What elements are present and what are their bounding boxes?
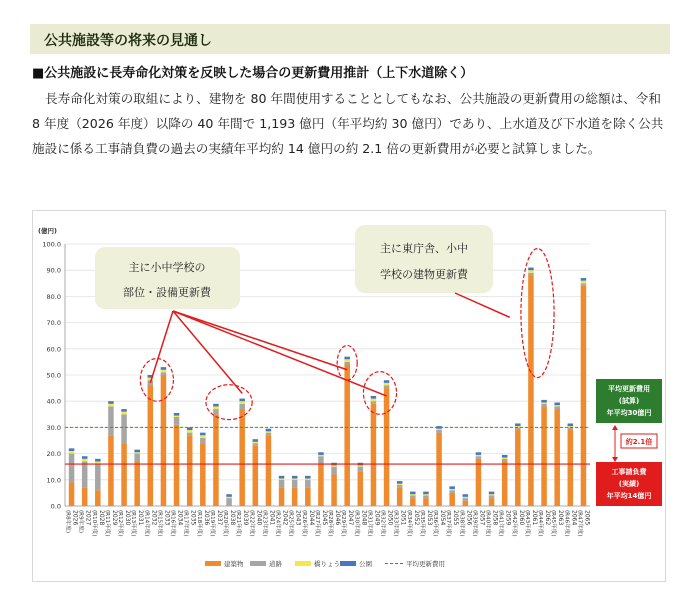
- x-tick-label: 2026: [71, 510, 79, 526]
- bar-segment: [69, 454, 75, 483]
- x-tick-label: 2065: [583, 510, 591, 526]
- x-tick-label: 2032: [150, 510, 158, 526]
- bar-segment: [515, 430, 521, 506]
- bar-segment: [384, 388, 390, 506]
- legend-label: 道路: [269, 560, 282, 568]
- bar-segment: [581, 281, 587, 284]
- bar-segment: [476, 452, 482, 455]
- bar-segment: [187, 433, 193, 436]
- callout-right-line2: 学校の建物更新費: [380, 268, 468, 281]
- actual-label-line1: 工事請負費: [611, 468, 647, 476]
- bar-segment: [384, 385, 390, 388]
- bar-segment: [226, 497, 232, 498]
- bar-segment: [134, 450, 140, 453]
- bar-segment: [82, 461, 88, 487]
- x-tick-label: 2048: [360, 510, 368, 526]
- bar-segment: [397, 485, 403, 488]
- bar-segment: [161, 372, 167, 375]
- chart-subheading: ■公共施設に長寿命化対策を反映した場合の更新費用推計（上下水道除く）: [32, 66, 474, 81]
- y-tick-label: 40.0: [46, 397, 61, 406]
- bar-segment: [305, 476, 311, 479]
- bar-segment: [423, 498, 429, 506]
- bar-segment: [239, 409, 245, 506]
- bar-segment: [449, 489, 455, 490]
- bar-segment: [200, 433, 206, 436]
- callout-right-line1: 主に東庁舎、小中: [380, 242, 468, 255]
- legend-label: 平均更新費用: [406, 560, 445, 568]
- x-tick-label: 2054: [439, 510, 447, 526]
- x-tick-sublabel: (R23年度): [261, 510, 268, 537]
- x-tick-sublabel: (R35年度): [418, 510, 425, 537]
- x-tick-sublabel: (R47年度): [576, 510, 583, 537]
- x-tick-sublabel: (R9年度): [77, 510, 84, 533]
- x-tick-label: 2049: [373, 510, 381, 526]
- bar-segment: [108, 404, 114, 407]
- x-tick-label: 2034: [176, 510, 184, 526]
- x-tick-label: 2052: [412, 510, 420, 526]
- bar-segment: [423, 496, 429, 499]
- bar-segment: [449, 490, 455, 493]
- bar-segment: [463, 498, 469, 501]
- x-tick-label: 2033: [163, 510, 171, 526]
- bar-segment: [423, 494, 429, 495]
- x-tick-sublabel: (R11年度): [103, 510, 110, 537]
- bar-segment: [384, 380, 390, 383]
- bar-segment: [161, 367, 167, 370]
- bar-segment: [226, 494, 232, 497]
- bar-segment: [239, 404, 245, 409]
- bar-segment: [449, 486, 455, 489]
- bar-segment: [410, 498, 416, 506]
- x-tick-label: 2057: [478, 510, 486, 526]
- bar-segment: [213, 414, 219, 506]
- x-tick-label: 2037: [215, 510, 223, 526]
- x-tick-label: 2041: [268, 510, 276, 526]
- description-paragraph: 長寿命化対策の取組により、建物を 80 年間使用することとしてもなお、公共施設の更新費用の総額は、令和 8 年度（2026 年度）以降の 40 年間で 1,193 億円（年平均約 30 億円）であり、上水道及び下水道を除く公共施設に係る工事請負費の過去の実績年平均約 14 億円の約 2.1 倍の更新費用が必要と試算しました。: [32, 91, 664, 156]
- x-tick-label: 2045: [320, 510, 328, 526]
- x-tick-sublabel: (R33年度): [392, 510, 399, 537]
- x-tick-sublabel: (R16年度): [169, 510, 176, 537]
- bar-segment: [344, 365, 350, 506]
- x-tick-label: 2036: [202, 510, 210, 526]
- bar-segment: [463, 494, 469, 497]
- bar-segment: [318, 456, 324, 464]
- bar-segment: [344, 359, 350, 362]
- bar-segment: [226, 498, 232, 506]
- legend-label: 橋りょう: [314, 560, 340, 568]
- y-tick-label: 80.0: [46, 292, 61, 301]
- x-tick-label: 2038: [229, 510, 237, 526]
- bar-segment: [568, 430, 574, 506]
- bar-segment: [502, 455, 508, 458]
- bar-segment: [515, 423, 521, 426]
- highlight-ellipse: [140, 359, 173, 402]
- x-tick-sublabel: (R21年度): [235, 510, 242, 537]
- bar-segment: [476, 455, 482, 456]
- x-tick-sublabel: (R27年度): [313, 510, 320, 537]
- bar-segment: [200, 438, 206, 443]
- bar-segment: [331, 475, 337, 506]
- bar-segment: [253, 439, 259, 442]
- bar-segment: [148, 385, 154, 506]
- legend-swatch: [340, 561, 356, 566]
- x-tick-sublabel: (R43年度): [523, 510, 530, 537]
- bar-segment: [410, 494, 416, 495]
- x-tick-sublabel: (R30年度): [353, 510, 360, 537]
- bar-segment: [541, 400, 547, 403]
- bar-segment: [266, 435, 272, 506]
- x-tick-sublabel: (R38年度): [458, 510, 465, 537]
- bar-segment: [331, 465, 337, 466]
- x-tick-sublabel: (R24年度): [274, 510, 281, 537]
- avg-label-line3: 年平均30億円: [606, 409, 652, 417]
- x-tick-sublabel: (R39年度): [471, 510, 478, 537]
- x-tick-sublabel: (R20年度): [222, 510, 229, 537]
- bar-segment: [384, 383, 390, 386]
- bar-segment: [581, 283, 587, 286]
- x-tick-label: 2046: [334, 510, 342, 526]
- avg-label-line1: 平均更新費用: [608, 385, 650, 393]
- y-tick-label: 0.0: [50, 502, 61, 511]
- legend-swatch: [205, 561, 221, 566]
- x-tick-sublabel: (R37年度): [445, 510, 452, 537]
- bar-segment: [554, 406, 560, 409]
- bar-segment: [95, 490, 101, 506]
- x-tick-label: 2059: [504, 510, 512, 526]
- bar-segment: [581, 278, 587, 281]
- bar-segment: [489, 498, 495, 506]
- bar-segment: [554, 405, 560, 406]
- x-tick-sublabel: (R32年度): [379, 510, 386, 537]
- bar-segment: [134, 454, 140, 462]
- x-tick-label: 2039: [242, 510, 250, 526]
- x-tick-label: 2047: [347, 510, 355, 526]
- bar-segment: [528, 275, 534, 506]
- y-tick-label: 60.0: [46, 345, 61, 354]
- y-tick-label: 20.0: [46, 450, 61, 459]
- bar-segment: [213, 404, 219, 407]
- bar-segment: [581, 286, 587, 506]
- x-tick-label: 2058: [491, 510, 499, 526]
- callout-pointer: [173, 311, 347, 370]
- highlight-ellipse: [206, 385, 252, 420]
- bar-segment: [397, 488, 403, 506]
- bar-segment: [554, 409, 560, 506]
- bar-segment: [436, 433, 442, 506]
- x-tick-label: 2061: [530, 510, 538, 526]
- bar-segment: [489, 494, 495, 495]
- legend-label: 建築物: [224, 560, 244, 568]
- bar-segment: [121, 443, 127, 506]
- bar-segment: [541, 403, 547, 404]
- x-tick-sublabel: (R31年度): [366, 510, 373, 537]
- bar-segment: [410, 492, 416, 495]
- bar-segment: [318, 455, 324, 456]
- x-tick-label: 2062: [544, 510, 552, 526]
- actual-label-line3: 年平均14億円: [606, 492, 652, 500]
- highlight-ellipse: [521, 248, 554, 377]
- bar-segment: [161, 375, 167, 506]
- x-tick-label: 2027: [84, 510, 92, 526]
- bar-segment: [397, 484, 403, 485]
- bar-segment: [174, 417, 180, 425]
- bar-segment: [318, 464, 324, 506]
- ratio-label: 約2.1倍: [625, 438, 653, 446]
- x-tick-label: 2044: [307, 510, 315, 526]
- bar-segment: [69, 448, 75, 451]
- x-tick-sublabel: (R19年度): [208, 510, 215, 537]
- x-tick-label: 2035: [189, 510, 197, 526]
- bar-segment: [134, 461, 140, 506]
- bar-segment: [174, 425, 180, 506]
- bar-segment: [436, 429, 442, 430]
- bar-segment: [358, 465, 364, 466]
- x-tick-label: 2056: [465, 510, 473, 526]
- x-tick-sublabel: (R34年度): [405, 510, 412, 537]
- bar-segment: [305, 478, 311, 479]
- bar-segment: [318, 452, 324, 455]
- y-tick-label: 100.0: [42, 240, 61, 249]
- bar-segment: [161, 370, 167, 373]
- x-tick-sublabel: (R14年度): [143, 510, 150, 537]
- bar-segment: [266, 433, 272, 436]
- bar-segment: [292, 480, 298, 488]
- callout-left-line1: 主に小中学校の: [128, 261, 206, 274]
- bar-segment: [253, 446, 259, 506]
- x-tick-sublabel: (R46年度): [563, 510, 570, 537]
- bar-segment: [463, 501, 469, 506]
- x-tick-label: 2063: [557, 510, 565, 526]
- bar-segment: [279, 478, 285, 479]
- bar-segment: [200, 435, 206, 438]
- x-tick-sublabel: (R45年度): [550, 510, 557, 537]
- bar-segment: [371, 404, 377, 506]
- x-tick-label: 2055: [452, 510, 460, 526]
- bar-segment: [69, 451, 75, 454]
- bar-segment: [305, 488, 311, 506]
- x-tick-label: 2030: [124, 510, 132, 526]
- bar-segment: [410, 496, 416, 499]
- x-tick-sublabel: (R13年度): [130, 510, 137, 537]
- bar-segment: [344, 357, 350, 360]
- bar-segment: [371, 401, 377, 404]
- callout-left-line2: 部位・設備更新費: [123, 286, 211, 299]
- bar-segment: [292, 478, 298, 479]
- x-tick-sublabel: (R29年度): [340, 510, 347, 537]
- bar-segment: [121, 409, 127, 412]
- legend-label: 公園: [359, 560, 372, 568]
- y-tick-label: 50.0: [46, 371, 61, 380]
- callout-box-right: [355, 225, 493, 293]
- bar-segment: [239, 399, 245, 402]
- x-tick-label: 2064: [570, 510, 578, 526]
- bar-segment: [449, 493, 455, 506]
- y-tick-label: 30.0: [46, 423, 61, 432]
- bar-segment: [292, 476, 298, 479]
- x-tick-label: 2060: [517, 510, 525, 526]
- bar-segment: [279, 476, 285, 479]
- ratio-arrow-head: [612, 457, 618, 462]
- bar-segment: [95, 459, 101, 462]
- x-tick-sublabel: (R8年度): [64, 510, 71, 533]
- section-title: 公共施設等の将来の見通し: [44, 33, 212, 49]
- bar-segment: [134, 452, 140, 453]
- bar-segment: [371, 399, 377, 402]
- bar-segment: [541, 406, 547, 506]
- x-tick-label: 2028: [97, 510, 105, 526]
- bar-segment: [213, 409, 219, 414]
- bar-segment: [476, 456, 482, 459]
- bar-segment: [371, 396, 377, 399]
- y-tick-label: 90.0: [46, 266, 61, 275]
- x-tick-label: 2042: [281, 510, 289, 526]
- legend-swatch: [250, 561, 266, 566]
- x-tick-label: 2031: [137, 510, 145, 526]
- bar-segment: [82, 456, 88, 459]
- bar-segment: [502, 461, 508, 506]
- bar-segment: [187, 430, 193, 433]
- x-tick-sublabel: (R22年度): [248, 510, 255, 537]
- legend-swatch: [295, 561, 311, 566]
- actual-label-line2: (実績): [618, 480, 640, 488]
- bar-segment: [279, 480, 285, 488]
- bar-segment: [541, 404, 547, 407]
- bar-segment: [174, 413, 180, 416]
- bar-segment: [331, 467, 337, 475]
- x-tick-sublabel: (R12年度): [117, 510, 124, 537]
- bar-segment: [253, 443, 259, 446]
- bar-segment: [253, 442, 259, 443]
- bar-segment: [502, 459, 508, 462]
- y-tick-label: 70.0: [46, 319, 61, 328]
- bar-segment: [187, 435, 193, 506]
- bar-segment: [423, 492, 429, 495]
- bar-segment: [82, 488, 88, 506]
- ratio-arrow-head: [612, 425, 618, 430]
- x-tick-label: 2050: [386, 510, 394, 526]
- bar-segment: [358, 472, 364, 506]
- bar-segment: [528, 273, 534, 276]
- x-tick-sublabel: (R44年度): [537, 510, 544, 537]
- bar-segment: [476, 459, 482, 506]
- bar-segment: [121, 414, 127, 443]
- bar-segment: [344, 362, 350, 365]
- bar-segment: [463, 497, 469, 498]
- bar-segment: [121, 412, 127, 415]
- bar-segment: [108, 401, 114, 404]
- bar-segment: [554, 403, 560, 406]
- x-tick-label: 2043: [294, 510, 302, 526]
- x-tick-sublabel: (R42年度): [510, 510, 517, 537]
- bar-segment: [397, 481, 403, 484]
- x-tick-sublabel: (R15年度): [156, 510, 163, 537]
- callout-box-left: [95, 247, 240, 309]
- bar-segment: [305, 480, 311, 488]
- bar-segment: [108, 435, 114, 506]
- x-tick-sublabel: (R25年度): [287, 510, 294, 537]
- bar-segment: [108, 406, 114, 435]
- bar-segment: [95, 464, 101, 490]
- bar-segment: [568, 423, 574, 426]
- bar-segment: [200, 443, 206, 506]
- bar-segment: [213, 406, 219, 409]
- x-tick-sublabel: (R28年度): [327, 510, 334, 537]
- bar-segment: [82, 459, 88, 462]
- x-tick-label: 2040: [255, 510, 263, 526]
- bar-segment: [528, 268, 534, 271]
- x-tick-sublabel: (R41年度): [497, 510, 504, 537]
- bar-segment: [279, 488, 285, 506]
- bar-segment: [292, 488, 298, 506]
- bar-segment: [358, 467, 364, 472]
- x-tick-sublabel: (R10年度): [90, 510, 97, 537]
- bar-segment: [69, 482, 75, 506]
- bar-segment: [174, 416, 180, 417]
- avg-label-line2: (試算): [618, 397, 640, 405]
- x-tick-sublabel: (R18年度): [195, 510, 202, 537]
- x-tick-sublabel: (R40年度): [484, 510, 491, 537]
- bar-segment: [239, 401, 245, 404]
- bar-segment: [266, 429, 272, 432]
- x-tick-label: 2029: [110, 510, 118, 526]
- bar-segment: [489, 496, 495, 499]
- x-tick-sublabel: (R36年度): [432, 510, 439, 537]
- x-tick-sublabel: (R17年度): [182, 510, 189, 537]
- bar-segment: [436, 430, 442, 433]
- bar-segment: [266, 431, 272, 432]
- y-axis-unit: (億円): [38, 227, 57, 235]
- bar-segment: [489, 492, 495, 495]
- x-tick-label: 2053: [425, 510, 433, 526]
- y-tick-label: 10.0: [46, 476, 61, 485]
- x-tick-sublabel: (R26年度): [300, 510, 307, 537]
- x-tick-label: 2051: [399, 510, 407, 526]
- bar-segment: [502, 458, 508, 459]
- callout-pointer: [173, 311, 387, 396]
- bar-segment: [528, 270, 534, 273]
